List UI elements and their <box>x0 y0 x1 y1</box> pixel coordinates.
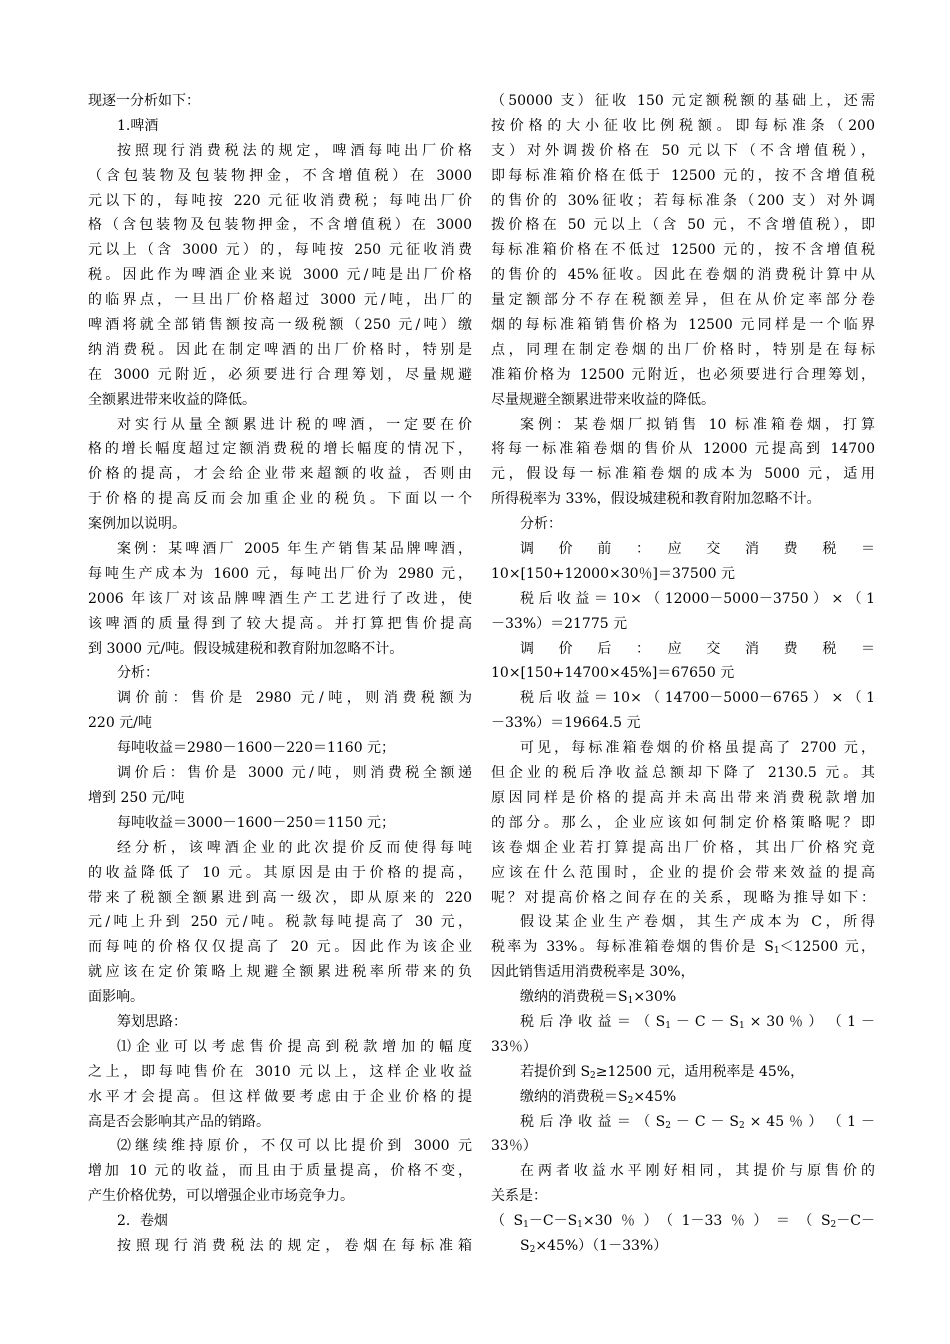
text-line: 所得税率为 33%，假设城建税和教育附加忽略不计。 <box>491 491 821 508</box>
text-line: 每标准箱价格在不低过 12500 元的，按不含增值税 <box>491 242 875 259</box>
text-line: 元，假设每一标准箱卷烟的成本为 5000 元，适用 <box>491 466 875 483</box>
text-line: 10×[150+12000×30％]＝37500 元 <box>491 565 735 582</box>
text-line: 1.啤酒 <box>117 117 159 134</box>
text-line: 量定额部分不存在税额差异，但在从价定率部分卷 <box>491 292 875 309</box>
text-line: 若提价到 $S_2\ge 12500$ 元，适用税率是 45%， <box>520 1063 805 1081</box>
text-line: 拨价格在 50 元以上（含 50 元，不含增值税），即 <box>491 217 875 234</box>
text-line: 税 后 净 收 益 ＝ （ $S_2 - C - S_2 \times 45$ ％ ） （ 1 － <box>520 1113 876 1131</box>
text-line: 缴纳的消费税$=S_1\times 30\%$ <box>520 989 677 1007</box>
text-line: 的部分。那么，企业应该如何制定价格策略呢？即 <box>491 814 875 831</box>
text-line: 税 后 净 收 益 ＝ （ $S_1 - C - S_1 \times 30$ ％ ） （ 1 － <box>520 1013 876 1031</box>
text-line: 带来了税额全额累进到高一级次，即从原来的 220 <box>88 889 472 906</box>
text-line: 分析： <box>117 665 159 682</box>
text-line: 筹划思路： <box>117 1013 187 1030</box>
text-line: 尽量规避全额累进带来收益的降低。 <box>491 391 715 408</box>
text-line: 分析： <box>520 516 562 533</box>
text-line: 税后收益＝10×（12000－5000－3750）×（1 <box>520 590 875 607</box>
text-line: 假设某企业生产卷烟，其生产成本为 C，所得 <box>520 914 875 931</box>
text-line: 按照现行消费税法的规定，啤酒每吨出厂价格 <box>117 142 472 159</box>
text-line: 格（含包装物及包装物押金，不含增值税）在 3000 <box>88 217 472 234</box>
text-line: 应该在什么范围时，企业的提价会带来效益的提高 <box>491 864 875 881</box>
text-line: 就应该在定价策略上规避全额累进税率所带来的负 <box>88 964 472 981</box>
text-line: 可见，每标准箱卷烟的价格虽提高了 2700 元， <box>520 740 875 757</box>
left-column <box>88 89 472 1259</box>
text-line: 元以上（含 3000 元）的，每吨按 250 元征收消费 <box>88 242 472 259</box>
text-line: 每吨收益＝3000－1600－250＝1150 元； <box>117 814 396 831</box>
text-line: 原因同样是价格的提高并未高出带来消费税款增加 <box>491 789 875 806</box>
text-line: 元/吨上升到 250 元/吨。税款每吨提高了 30 元， <box>88 914 472 931</box>
text-line: 产生价格优势，可以增强企业市场竞争力。 <box>88 1188 354 1205</box>
text-line: 33％） <box>491 1138 537 1155</box>
text-line: 之上，即每吨售价在 3010 元以上，这样企业收益 <box>88 1063 472 1080</box>
text-line: （$S_1-C-S_1\times 30$％）（1－33％）$=(S_2-C-$ <box>491 1213 875 1231</box>
text-line: 支）对外调拨价格在 50 元以下（不含增值税）， <box>491 142 875 159</box>
text-line: 呢？对提高价格之间存在的关系，现略为推导如下： <box>491 889 875 906</box>
text-line: （50000 支）征收 150 元定额税额的基础上，还需 <box>491 93 875 109</box>
text-line: 即每标准箱价格在低于 12500 元的，按不含增值税 <box>491 167 875 184</box>
text-line: 在 3000 元附近，必须要进行合理筹划，尽量规避 <box>88 366 472 383</box>
text-line: 因此销售适用消费税率是 30%， <box>491 964 695 981</box>
text-line: 的收益降低了 10 元。其原因是由于价格的提高， <box>88 864 472 881</box>
text-line: 该卷烟企业若打算提高出厂价格，其出厂价格究竟 <box>491 839 875 856</box>
text-line: －33%）＝19664.5 元 <box>491 715 641 732</box>
text-line: 关系是： <box>491 1188 547 1205</box>
text-line: 2．卷烟 <box>117 1213 168 1230</box>
text-line: 调 价 前 ： 应 交 消 费 税 ＝ <box>520 541 875 558</box>
text-line: 案例加以说明。 <box>88 516 186 533</box>
text-line: 啤酒将就全部销售额按高一级税额（250 元/吨）缴 <box>88 317 472 334</box>
right-column <box>491 89 875 1259</box>
text-line: 增到 250 元/吨 <box>88 789 185 806</box>
text-line: 水平才会提高。但这样做要考虑由于企业价格的提 <box>88 1088 472 1105</box>
text-line: 现逐一分析如下： <box>88 93 200 109</box>
text-line: 于价格的提高反而会加重企业的税负。下面以一个 <box>88 491 472 508</box>
text-line: 格的增长幅度超过定额消费税的增长幅度的情况下， <box>88 441 472 458</box>
text-line: 按照现行消费税法的规定，卷烟在每标准箱 <box>117 1237 472 1254</box>
text-line: 的售价的 30%征收；若每标准条（200 支）对外调 <box>491 192 875 209</box>
text-line: 经分析，该啤酒企业的此次提价反而使得每吨 <box>117 839 472 856</box>
text-line: 价格的提高，才会给企业带来超额的收益，否则由 <box>88 466 472 483</box>
text-line: 的临界点，一旦出厂价格超过 3000 元/吨，出厂的 <box>88 292 472 309</box>
text-line: 2006 年该厂对该品牌啤酒生产工艺进行了改进，使 <box>88 590 472 607</box>
text-line: 到 3000 元/吨。假设城建税和教育附加忽略不计。 <box>88 640 404 657</box>
text-line: 纳消费税。因此在制定啤酒的出厂价格时，特别是 <box>88 341 472 358</box>
text-line: 该啤酒的质量得到了较大提高。并打算把售价提高 <box>88 615 472 632</box>
text-line: 220 元/吨 <box>88 715 152 732</box>
text-line: 缴纳的消费税$=S_2\times 45\%$ <box>520 1088 677 1106</box>
text-line: 税。因此作为啤酒企业来说 3000 元/吨是出厂价格 <box>88 267 472 284</box>
text-line: 将每一标准箱卷烟的售价从 12000 元提高到 14700 <box>491 441 875 458</box>
text-line: 全额累进带来收益的降低。 <box>88 391 256 408</box>
text-line: （含包装物及包装物押金，不含增值税）在 3000 <box>88 167 472 184</box>
text-line: 按价格的大小征收比例税额。即每标准条（200 <box>491 117 875 134</box>
text-line: ⑴企业可以考虑售价提高到税款增加的幅度 <box>117 1038 472 1055</box>
text-line: 10×[150+14700×45%]＝67650 元 <box>491 665 735 682</box>
text-line: ⑵继续维持原价，不仅可以比提价到 3000 元 <box>117 1138 472 1155</box>
text-line: 对实行从量全额累进计税的啤酒，一定要在价 <box>117 416 472 433</box>
text-line: 烟的每标准箱销售价格为 12500 元同样是一个临界 <box>491 317 875 334</box>
text-line: 调价前：售价是 2980 元/吨，则消费税额为 <box>117 690 472 707</box>
text-line: 每吨收益＝2980－1600－220＝1160 元； <box>117 740 396 757</box>
text-line: 准箱价格为 12500 元附近，也必须要进行合理筹划， <box>491 366 875 383</box>
text-line: 的售价的 45%征收。因此在卷烟的消费税计算中从 <box>491 267 875 284</box>
text-line: 案例：某卷烟厂拟销售 10 标准箱卷烟，打算 <box>520 416 875 433</box>
text-line: 每吨生产成本为 1600 元，每吨出厂价为 2980 元， <box>88 565 472 582</box>
text-line: $S_2\times 45\%)(1-33\%)$ <box>520 1237 668 1255</box>
text-line: 案例：某啤酒厂 2005 年生产销售某品牌啤酒， <box>117 541 472 558</box>
text-line: 而每吨的价格仅仅提高了 20 元。因此作为该企业 <box>88 939 472 956</box>
text-line: 调价后：售价是 3000 元/吨，则消费税全额递 <box>117 765 472 782</box>
text-line: 但企业的税后净收益总额却下降了 2130.5 元。其 <box>491 765 875 782</box>
text-line: 调 价 后 ： 应 交 消 费 税 ＝ <box>520 640 875 657</box>
text-line: 税率为 33%。每标准箱卷烟的售价是 $S_1<12500$ 元， <box>491 939 875 957</box>
text-line: 点，同理在制定卷烟的出厂价格时，特别是在每标 <box>491 341 875 358</box>
text-line: 33％） <box>491 1038 537 1055</box>
text-line: －33%）＝21775 元 <box>491 615 628 632</box>
text-line: 税后收益＝10×（14700－5000－6765）×（1 <box>520 690 875 707</box>
text-line: 面影响。 <box>88 989 144 1006</box>
text-line: 增加 10 元的收益，而且由于质量提高，价格不变， <box>88 1163 472 1180</box>
text-line: 在两者收益水平刚好相同，其提价与原售价的 <box>520 1163 875 1180</box>
text-line: 高是否会影响其产品的销路。 <box>88 1113 270 1130</box>
text-line: 元以下的，每吨按 220 元征收消费税；每吨出厂价 <box>88 192 472 209</box>
